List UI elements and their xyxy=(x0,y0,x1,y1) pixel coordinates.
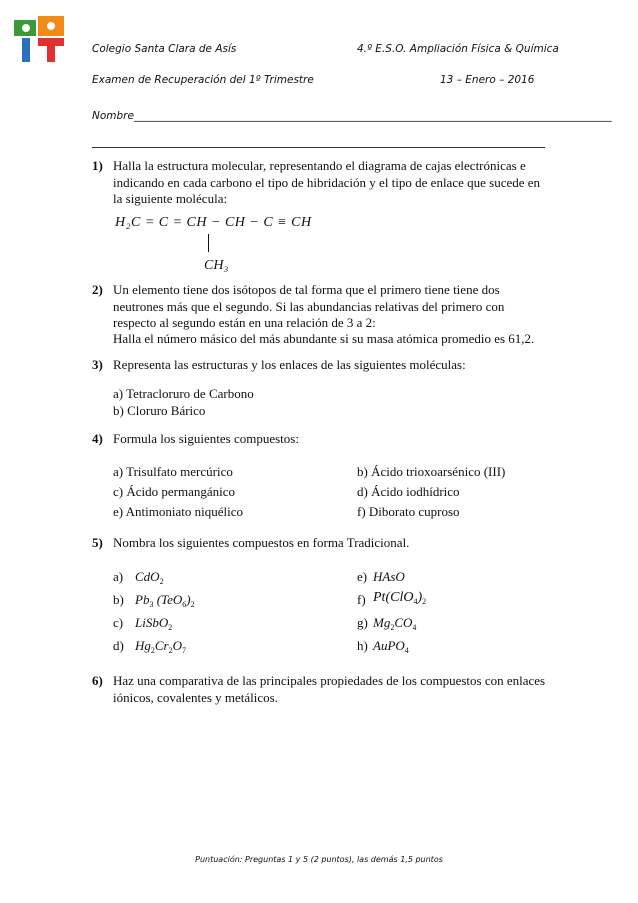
question-4-item-c: c) Ácido permangánico xyxy=(113,484,236,499)
question-2-text-2: Halla el número másico del más abundante si su masa atómica promedio es 61,2. xyxy=(113,331,535,346)
compound-c: LiSbO$_2$ xyxy=(135,615,173,632)
question-4-number: 4) xyxy=(92,431,103,446)
compound-d: $Hg_2Cr_2O_7$ xyxy=(135,638,187,655)
question-2-text: Un elemento tiene dos isótopos de tal forma que el primero tiene tiene dos neutrones más que el segundo. Si las abundancias relativas del primero con respecto al segundo están en una relación de 3 a 2: xyxy=(113,282,505,330)
compound-a: CdO$_2$ xyxy=(135,569,164,586)
question-4-text: Formula los siguientes compuestos: xyxy=(113,431,299,446)
branch-bond xyxy=(208,234,209,252)
compound-b: $Pb_3$ $(TeO_6)_2$ xyxy=(135,592,195,609)
question-5-text: Nombra los siguientes compuestos en forma Tradicional. xyxy=(113,535,410,550)
question-5-label-g: g) xyxy=(357,615,368,630)
compound-f: $Pt(ClO_4)_2$ xyxy=(373,590,427,606)
header-divider xyxy=(92,147,545,148)
question-1-text: Halla la estructura molecular, representando el diagrama de cajas electrónicas e indicando en cada carbono el tipo de hibridación y el tipo de enlace que sucede en la siguiente molécula: xyxy=(113,158,541,206)
question-6-number: 6) xyxy=(92,673,103,688)
question-5-label-e: e) xyxy=(357,569,368,584)
question-1-number: 1) xyxy=(92,158,103,173)
compound-h: AuPO$_4$ xyxy=(373,638,409,655)
name-field[interactable]: Nombre___________________________________________________________________________________________ xyxy=(92,110,612,122)
course-name: 4.º E.S.O. Ampliación Física & Química xyxy=(357,43,559,55)
question-3-item-a: a) Tetracloruro de Carbono xyxy=(113,386,254,401)
question-6-text: Haz una comparativa de las principales propiedades de los compuestos con enlaces iónicos, covalentes y metálicos. xyxy=(113,673,546,705)
question-4-item-e: e) Antimoniato niquélico xyxy=(113,504,243,519)
molecule-formula: H₂C = C = CH − CH − C ≡ CH xyxy=(115,215,312,230)
exam-title: Examen de Recuperación del 1º Trimestre xyxy=(92,74,314,86)
question-4-item-a: a) Trisulfato mercúrico xyxy=(113,464,233,479)
question-3-text: Representa las estructuras y los enlaces de las siguientes moléculas: xyxy=(113,357,466,372)
question-5-label-a: a) xyxy=(113,569,124,584)
question-5-label-h: h) xyxy=(357,638,368,653)
school-logo xyxy=(12,14,68,66)
question-3-item-b: b) Cloruro Bárico xyxy=(113,403,206,418)
compound-g: $Mg_2CO_4$ xyxy=(373,615,417,632)
exam-date: 13 – Enero – 2016 xyxy=(440,74,535,86)
question-4-item-f: f) Diborato cuproso xyxy=(357,504,460,519)
question-5-label-d: d) xyxy=(113,638,124,653)
question-4-item-d: d) Ácido iodhídrico xyxy=(357,484,460,499)
question-5-label-b: b) xyxy=(113,592,124,607)
question-4-item-b: b) Ácido trioxoarsénico (III) xyxy=(357,464,506,479)
molecule-branch: CH₃ xyxy=(204,258,229,273)
question-2-number: 2) xyxy=(92,282,103,297)
question-5-label-f: f) xyxy=(357,592,366,607)
school-name: Colegio Santa Clara de Asís xyxy=(92,43,237,55)
compound-e: HAsO xyxy=(373,569,405,584)
question-5-label-c: c) xyxy=(113,615,124,630)
scoring-footer: Puntuación: Preguntas 1 y 5 (2 puntos), las demás 1,5 puntos xyxy=(195,855,443,864)
question-3-number: 3) xyxy=(92,357,103,372)
question-5-number: 5) xyxy=(92,535,103,550)
